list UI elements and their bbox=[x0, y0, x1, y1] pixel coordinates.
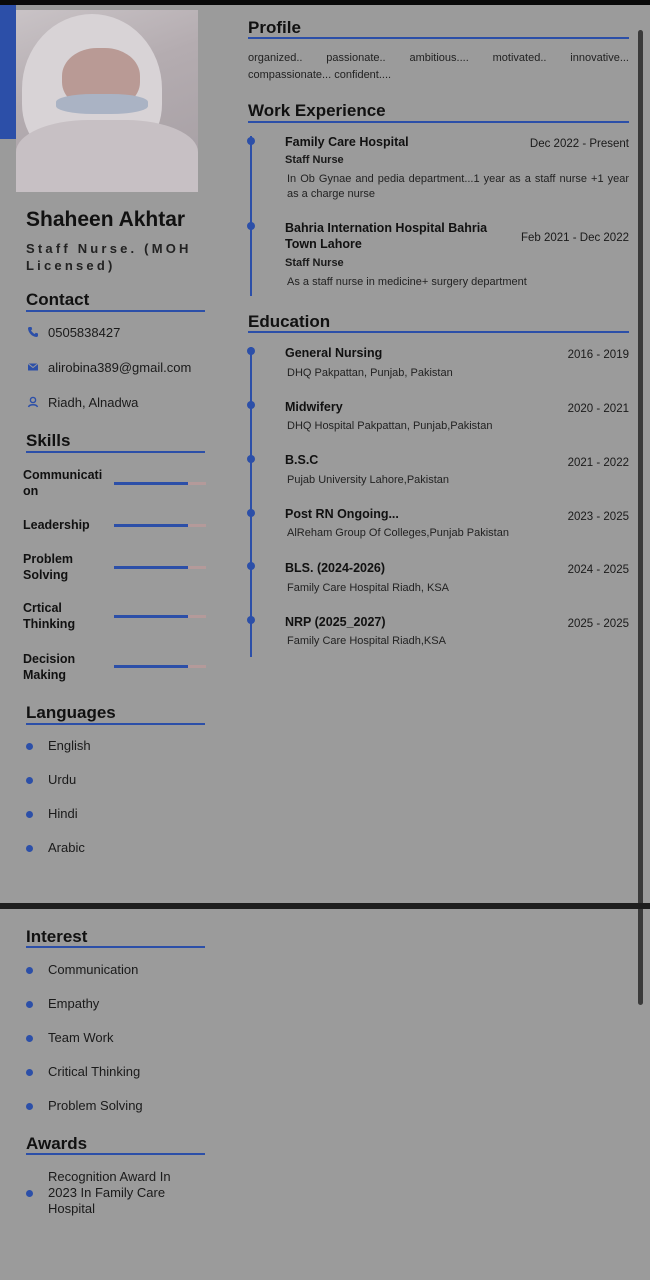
education-timeline-line bbox=[250, 347, 252, 657]
skill-bar-fill bbox=[114, 665, 188, 668]
phone-icon bbox=[26, 325, 40, 339]
skill-label: Problem Solving bbox=[23, 552, 74, 582]
work-timeline-line bbox=[250, 136, 252, 296]
bullet-dot bbox=[26, 967, 33, 974]
profile-photo bbox=[16, 10, 198, 192]
timeline-dot bbox=[247, 509, 255, 517]
contact-rule bbox=[26, 310, 205, 312]
work-role: Staff Nurse bbox=[285, 154, 344, 166]
awards-rule bbox=[26, 1153, 205, 1155]
education-title: NRP (2025_2027) bbox=[285, 615, 386, 629]
education-place: Pujab University Lahore,Pakistan bbox=[287, 474, 450, 486]
profile-rule bbox=[248, 37, 629, 39]
interest-item bbox=[26, 962, 138, 978]
languages-heading: Languages bbox=[26, 703, 116, 722]
language-text: Arabic bbox=[48, 840, 85, 855]
bullet-dot bbox=[26, 743, 33, 750]
bullet-dot bbox=[26, 1190, 33, 1197]
education-date: 2024 - 2025 bbox=[567, 564, 629, 576]
award-text: Recognition Award In 2023 In Family Care Hospital bbox=[48, 1169, 171, 1216]
work-description: In Ob Gynae and pedia department...1 year as a staff nurse +1 year as a charge nurse bbox=[287, 173, 629, 200]
bullet-dot bbox=[26, 845, 33, 852]
education-place: Family Care Hospital Riadh, KSA bbox=[287, 582, 450, 594]
interest-text: Critical Thinking bbox=[48, 1064, 141, 1079]
skill-bar-fill bbox=[114, 566, 188, 569]
skill-label: Leadership bbox=[23, 518, 90, 532]
photo-mask bbox=[56, 94, 148, 114]
education-rule bbox=[248, 331, 629, 333]
page-break-divider bbox=[0, 903, 650, 909]
skill-label: Decision Making bbox=[23, 652, 76, 682]
bullet-dot bbox=[26, 1001, 33, 1008]
interest-heading: Interest bbox=[26, 927, 88, 946]
education-place: AlReham Group Of Colleges,Punjab Pakistan bbox=[287, 527, 509, 539]
education-title: B.S.C bbox=[285, 453, 319, 467]
accent-strip bbox=[0, 5, 16, 139]
timeline-dot bbox=[247, 562, 255, 570]
education-date: 2021 - 2022 bbox=[567, 457, 629, 469]
education-place: Family Care Hospital Riadh,KSA bbox=[287, 635, 446, 647]
profile-text-line2: compassionate... confident.... bbox=[248, 69, 392, 81]
profile-heading: Profile bbox=[248, 18, 301, 37]
email-icon bbox=[26, 360, 40, 374]
education-date: 2016 - 2019 bbox=[567, 349, 629, 361]
interest-item bbox=[26, 996, 99, 1012]
timeline-dot bbox=[247, 401, 255, 409]
skill-bar-fill bbox=[114, 524, 188, 527]
bullet-dot bbox=[26, 1103, 33, 1110]
location-icon bbox=[26, 395, 40, 409]
profile-text-line1: organized.. passionate.. ambitious.... motivated.. innovative... bbox=[248, 52, 629, 64]
timeline-dot bbox=[247, 616, 255, 624]
skill-bar-fill bbox=[114, 482, 188, 485]
education-title: Midwifery bbox=[285, 400, 343, 414]
interest-text: Problem Solving bbox=[48, 1098, 143, 1113]
person-name: Shaheen Akhtar bbox=[26, 208, 186, 231]
language-item bbox=[26, 840, 85, 856]
timeline-dot bbox=[247, 455, 255, 463]
education-title: BLS. (2024-2026) bbox=[285, 561, 386, 575]
interest-item bbox=[26, 1098, 143, 1114]
work-title: Bahria Internation Hospital Bahria Town Lahore bbox=[285, 221, 488, 251]
language-item bbox=[26, 738, 91, 754]
contact-heading: Contact bbox=[26, 290, 90, 309]
interest-item bbox=[26, 1064, 140, 1080]
bullet-dot bbox=[26, 1035, 33, 1042]
education-date: 2025 - 2025 bbox=[567, 618, 629, 630]
interest-text: Communication bbox=[48, 962, 139, 977]
bullet-dot bbox=[26, 777, 33, 784]
languages-rule bbox=[26, 723, 205, 725]
education-place: DHQ Pakpattan, Punjab, Pakistan bbox=[287, 367, 453, 379]
interest-text: Team Work bbox=[48, 1030, 114, 1045]
education-heading: Education bbox=[248, 312, 331, 331]
skill-label: Crtical Thinking bbox=[23, 601, 76, 631]
interest-item bbox=[26, 1030, 114, 1046]
education-date: 2020 - 2021 bbox=[567, 403, 629, 415]
interest-rule bbox=[26, 946, 205, 948]
skill-bar bbox=[114, 615, 206, 618]
interest-text: Empathy bbox=[48, 996, 100, 1011]
bullet-dot bbox=[26, 1069, 33, 1076]
timeline-dot bbox=[247, 137, 255, 145]
skill-bar bbox=[114, 524, 206, 527]
education-title: General Nursing bbox=[285, 346, 383, 360]
bullet-dot bbox=[26, 811, 33, 818]
work-role: Staff Nurse bbox=[285, 257, 344, 269]
language-text: Hindi bbox=[48, 806, 78, 821]
work-heading: Work Experience bbox=[248, 101, 386, 120]
scrollbar[interactable] bbox=[638, 30, 643, 1005]
language-text: Urdu bbox=[48, 772, 77, 787]
skill-bar bbox=[114, 566, 206, 569]
skill-bar-fill bbox=[114, 615, 188, 618]
education-date: 2023 - 2025 bbox=[567, 511, 629, 523]
skill-label: Communicati on bbox=[23, 468, 103, 498]
award-item bbox=[26, 1169, 176, 1217]
education-place: DHQ Hospital Pakpattan, Punjab,Pakistan bbox=[287, 420, 493, 432]
top-edge-bar bbox=[0, 0, 650, 5]
language-text: English bbox=[48, 738, 91, 753]
work-rule bbox=[248, 121, 629, 123]
awards-heading: Awards bbox=[26, 1134, 88, 1153]
person-subtitle: Staff Nurse. (MOH Licensed) bbox=[26, 241, 192, 273]
skills-rule bbox=[26, 451, 205, 453]
photo-body bbox=[16, 120, 198, 192]
contact-phone-text: 0505838427 bbox=[48, 324, 121, 340]
skills-heading: Skills bbox=[26, 431, 71, 450]
work-date: Dec 2022 - Present bbox=[529, 138, 629, 150]
skill-bar bbox=[114, 482, 206, 485]
timeline-dot bbox=[247, 347, 255, 355]
language-item bbox=[26, 806, 78, 822]
work-title: Family Care Hospital bbox=[285, 135, 409, 149]
work-description: As a staff nurse in medicine+ surgery department bbox=[287, 276, 527, 288]
contact-location-text: Riadh, Alnadwa bbox=[48, 394, 139, 410]
contact-email-text: alirobina389@gmail.com bbox=[48, 359, 192, 375]
language-item bbox=[26, 772, 76, 788]
contact-location[interactable] bbox=[26, 393, 138, 411]
skill-bar bbox=[114, 665, 206, 668]
work-date: Feb 2021 - Dec 2022 bbox=[520, 232, 629, 244]
contact-phone[interactable] bbox=[26, 323, 120, 341]
education-title: Post RN Ongoing... bbox=[285, 507, 399, 521]
contact-email[interactable] bbox=[26, 358, 191, 376]
timeline-dot bbox=[247, 222, 255, 230]
